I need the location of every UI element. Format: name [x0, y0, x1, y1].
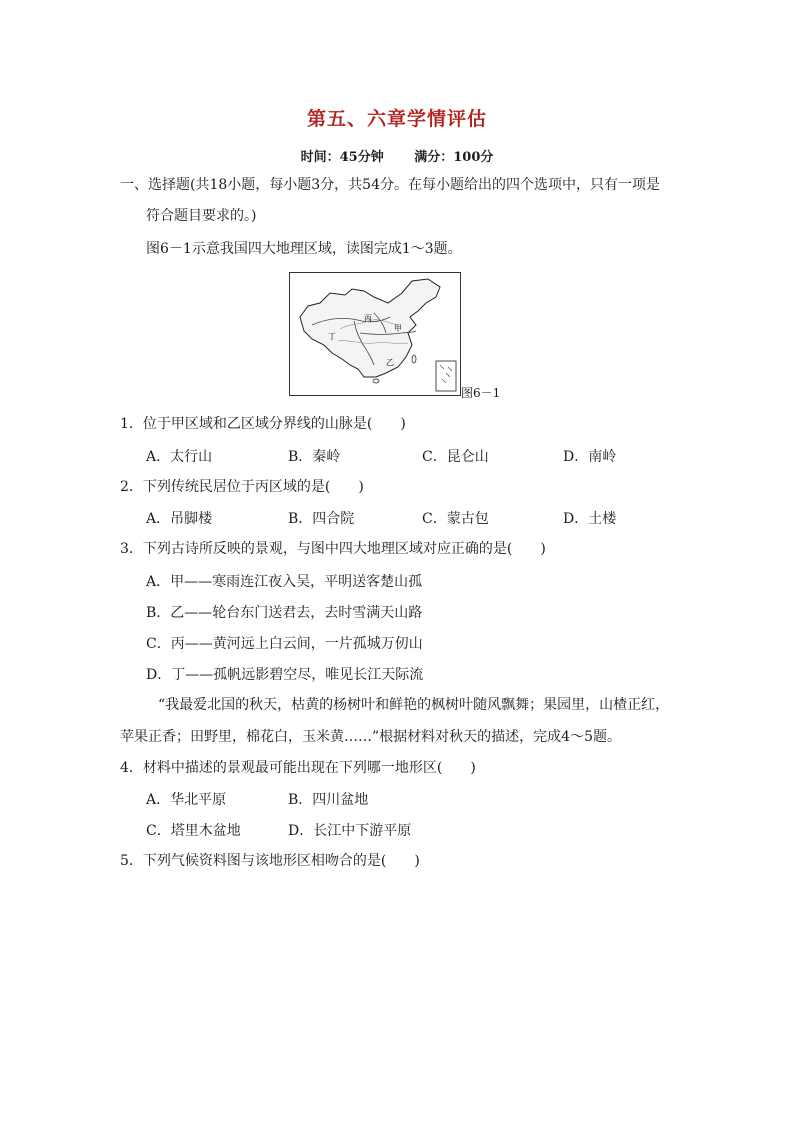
question-2-option-a[interactable]: A．吊脚楼: [146, 511, 213, 527]
question-2-option-c[interactable]: C．蒙古包: [422, 511, 489, 527]
south-china-sea-inset: [436, 361, 456, 391]
question-1-option-d[interactable]: D．南岭: [563, 449, 617, 465]
region-label-ding: 丁: [328, 332, 336, 341]
question-3-option-b[interactable]: B．乙——轮台东门送君去，去时雪满天山路: [146, 605, 423, 621]
passage-line-2: 苹果正香；田野里，棉花白，玉米黄……”根据材料对秋天的描述，完成4～5题。: [120, 729, 621, 745]
china-outline: [300, 279, 440, 377]
question-3-option-d[interactable]: D．丁——孤帆远影碧空尽，唯见长江天际流: [146, 667, 424, 683]
question-2-option-b[interactable]: B．四合院: [288, 511, 355, 527]
taiwan-island: [412, 355, 416, 363]
figure-caption: 图6－1: [461, 386, 501, 400]
region-label-yi: 乙: [386, 358, 394, 367]
page-title: 第五、六章学情评估: [306, 108, 487, 130]
question-2-option-d[interactable]: D．土楼: [563, 511, 617, 527]
question-1-stem: 1．位于甲区域和乙区域分界线的山脉是( ): [120, 416, 406, 432]
exam-meta: [0, 146, 794, 165]
passage-line-1: “我最爱北国的秋天，枯黄的杨树叶和鲜艳的枫树叶随风飘舞；果园里，山楂正红，: [158, 697, 670, 713]
question-1-option-a[interactable]: A．太行山: [146, 449, 213, 465]
region-label-bing: 丙: [364, 314, 372, 323]
question-1-option-c[interactable]: C．昆仑山: [422, 449, 489, 465]
region-label-jia: 甲: [394, 324, 402, 333]
china-regions-map: [289, 272, 461, 396]
question-4-option-c[interactable]: C．塔里木盆地: [146, 823, 241, 839]
question-4-option-a[interactable]: A．华北平原: [146, 792, 227, 808]
map-svg: [290, 273, 460, 395]
section-instruction-line1: 一、选择题(共18小题，每小题3分，共54分。在每小题给出的四个选项中，只有一项是: [120, 177, 660, 193]
question-4-option-d[interactable]: D．长江中下游平原: [288, 823, 412, 839]
question-4-stem: 4．材料中描述的景观最可能出现在下列哪一地形区( ): [120, 760, 476, 776]
hainan-island: [373, 379, 379, 383]
section-instruction-line2: 符合题目要求的。): [146, 208, 257, 224]
exam-score: 满分：100分: [414, 150, 494, 165]
figure-intro: 图6－1示意我国四大地理区域，读图完成1～3题。: [146, 241, 462, 257]
question-5-stem: 5．下列气候资料图与该地形区相吻合的是( ): [120, 853, 420, 869]
question-1-option-b[interactable]: B．秦岭: [288, 449, 341, 465]
question-4-option-b[interactable]: B．四川盆地: [288, 792, 369, 808]
question-3-option-a[interactable]: A．甲——寒雨连江夜入吴，平明送客楚山孤: [146, 574, 423, 590]
question-2-stem: 2．下列传统民居位于丙区域的是( ): [120, 479, 364, 495]
exam-time: 时间：45分钟: [300, 150, 384, 165]
question-3-option-c[interactable]: C．丙——黄河远上白云间，一片孤城万仞山: [146, 636, 423, 652]
question-3-stem: 3．下列古诗所反映的景观，与图中四大地理区域对应正确的是( ): [120, 541, 546, 557]
